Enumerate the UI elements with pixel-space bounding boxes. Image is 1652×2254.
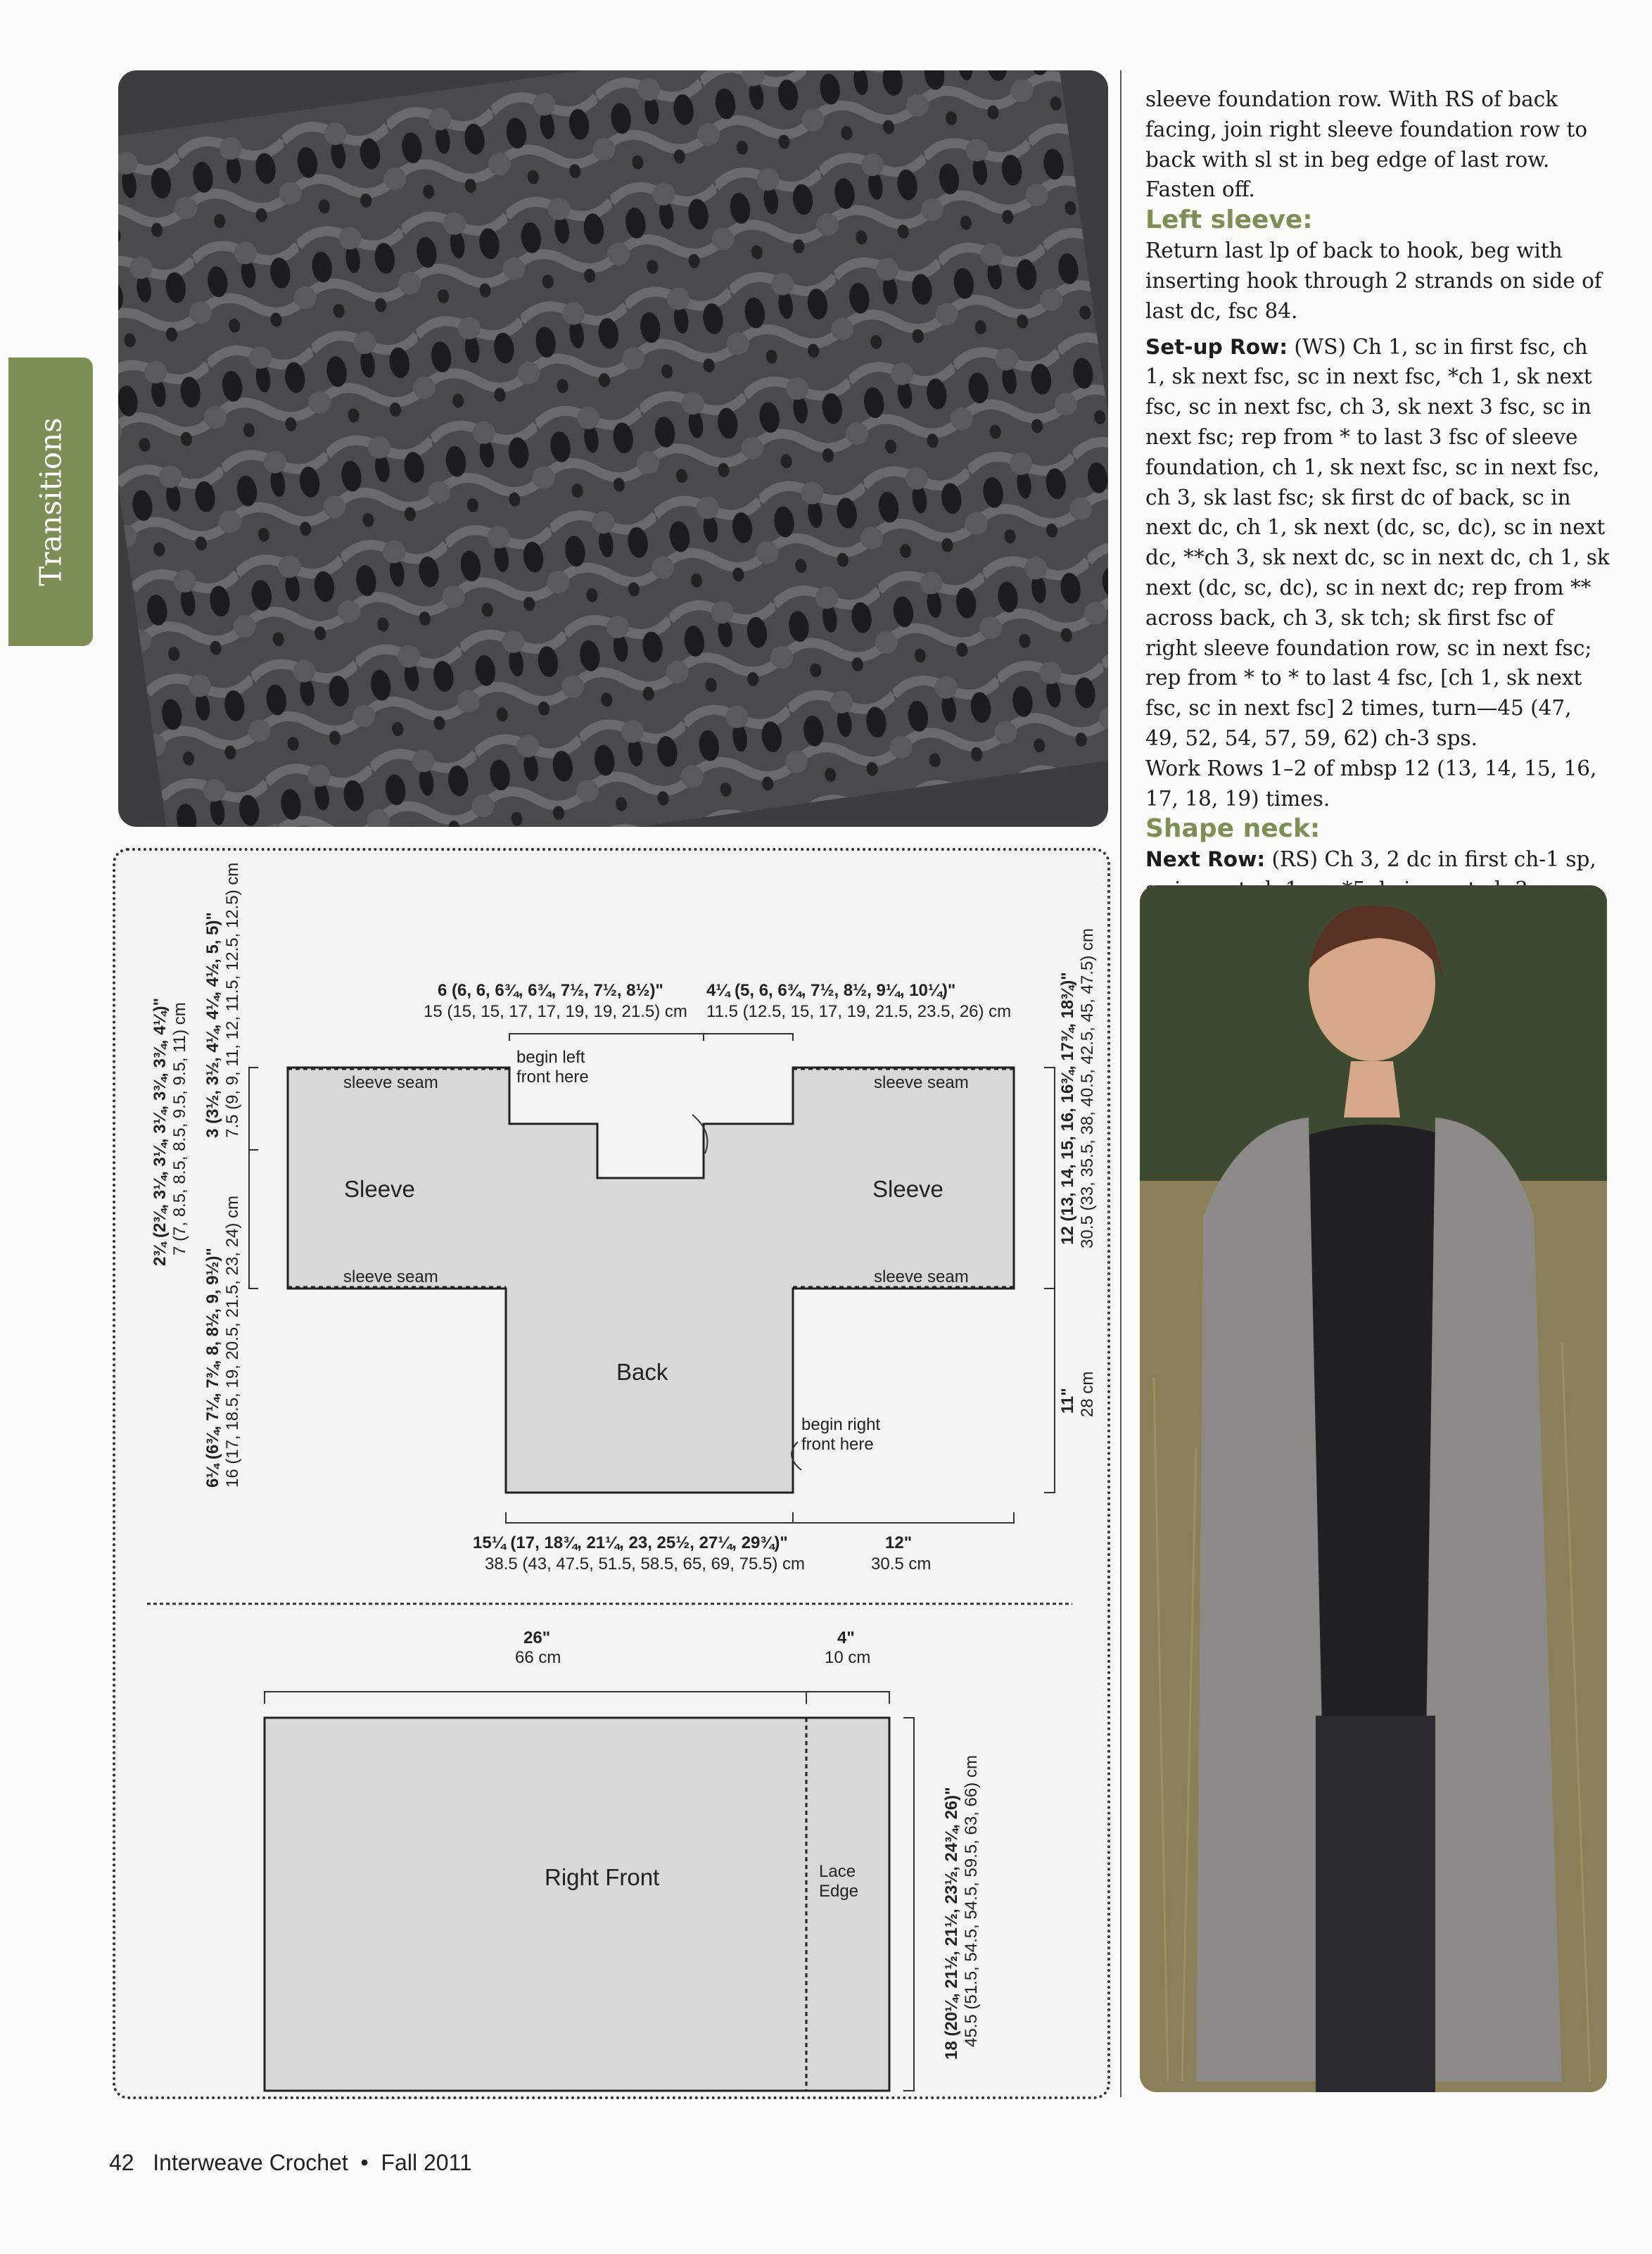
top-left-dim-in: 6 (6, 6, 6¾, 6¾, 7½, 7½, 8½)" <box>438 981 663 1000</box>
setup-row-label: Set-up Row: <box>1145 334 1288 359</box>
right-front-label: Right Front <box>545 1864 660 1890</box>
shape-neck-heading: Shape neck: <box>1145 814 1321 844</box>
continuation-paragraph: sleeve foundation row. With RS of back facing, join right sleeve foundation row to back with sl st in beg edge of last row. Fasten off. <box>1145 87 1588 202</box>
sleeve-seam-tr: sleeve seam <box>874 1073 969 1092</box>
front-top-a-cm: 66 cm <box>515 1648 561 1667</box>
right-a-dim-cm: 30.5 (33, 35.5, 38, 40.5, 42.5, 45, 47.5) cm <box>1078 928 1097 1248</box>
lace-edge-line2: Edge <box>819 1882 859 1901</box>
section-tab-label: Transitions <box>33 417 68 586</box>
begin-left-line1: begin left <box>516 1048 585 1067</box>
schematic-panel <box>113 848 1110 2099</box>
section-tab <box>8 357 93 646</box>
begin-right-line1: begin right <box>801 1415 881 1434</box>
left-b-dim-cm: 7.5 (9, 9, 11, 12, 11.5, 12.5, 12.5) cm <box>223 862 242 1138</box>
next-row-label: Next Row: <box>1145 847 1266 872</box>
right-front-shape <box>265 1718 889 2091</box>
bottom-right-dim-in: 12" <box>885 1533 913 1552</box>
sleeve-right-label: Sleeve <box>872 1176 943 1202</box>
top-left-dim-cm: 15 (15, 15, 17, 17, 19, 19, 21.5) cm <box>424 1002 687 1021</box>
right-b-dim-cm: 28 cm <box>1078 1371 1097 1417</box>
issue-label: Fall 2011 <box>381 2150 472 2175</box>
sleeve-left-label: Sleeve <box>344 1176 415 1202</box>
right-a-dim-in: 12 (13, 14, 15, 16, 16¾, 17¾, 18¾)" <box>1058 972 1077 1245</box>
sleeve-seam-tl: sleeve seam <box>343 1073 438 1092</box>
next-row-text: (RS) Ch 3, 2 dc in first ch-1 sp, <box>1271 847 1596 872</box>
bottom-left-dim-cm: 38.5 (43, 47.5, 51.5, 58.5, 65, 69, 75.5) cm <box>485 1555 805 1574</box>
left-sleeve-heading: Left sleeve: <box>1145 205 1313 235</box>
begin-left-line2: front here <box>516 1068 589 1087</box>
lace-edge-line1: Lace <box>819 1862 856 1881</box>
setup-row-paragraph <box>1145 332 1610 754</box>
top-right-dim-in: 4¼ (5, 6, 6¾, 7½, 8½, 9¼, 10¼)" <box>706 981 956 1000</box>
right-b-dim-in: 11" <box>1058 1388 1077 1414</box>
stitch-swatch-photo <box>118 70 1108 827</box>
column-divider <box>1120 70 1122 2097</box>
footer-bullet: • <box>360 2150 369 2175</box>
back-label: Back <box>616 1359 668 1385</box>
top-right-dim-cm: 11.5 (12.5, 15, 17, 19, 21.5, 23.5, 26) cm <box>706 1002 1012 1021</box>
left-a-dim-cm: 7 (7, 8.5, 8.5, 8.5, 9.5, 9.5, 11) cm <box>170 1002 189 1255</box>
setup-row-text: (WS) Ch 1, sc in first fsc, ch 1, sk next fsc, sc in next fsc, *ch 1, sk next fsc, sc in next fsc, ch 3, sk next 3 fsc, sc in next fsc; rep from * to last 3 fsc of sleeve foundation, ch 1, sk next fsc, sc in next fsc, ch 3, sk last fsc; sk first dc of back, sc in next dc, ch 1, sk next (dc, sc, dc), sc in next dc, **ch 3, sk next dc, sc in next dc, ch 1, sk next (dc, sc, dc), sc in next dc; rep from ** across back, ch 3, sk tch; sk first fsc of right sleeve foundation row, sc in next fsc; rep from * to * to last 4 fsc, [ch 1, sk next fsc, sc in next fsc] 2 times, turn—45 (47, 49, 52, 54, 57, 59, 62) ch-3 sps. <box>1145 334 1610 750</box>
front-side-dim-in: 18 (20¼, 21½, 21½, 23½, 24¾, 26)" <box>942 1787 961 2060</box>
swatch-texture <box>118 70 1108 827</box>
front-top-b-in: 4" <box>837 1628 855 1647</box>
front-top-b-cm: 10 cm <box>825 1648 871 1667</box>
sleeve-seam-bl: sleeve seam <box>343 1267 438 1286</box>
sleeve-seam-br: sleeve seam <box>874 1267 969 1286</box>
model-illustration <box>1140 885 1607 2092</box>
magazine-name: Interweave Crochet <box>153 2150 348 2175</box>
begin-right-line2: front here <box>801 1435 874 1454</box>
instructions-column <box>1145 84 1610 965</box>
front-top-a-in: 26" <box>523 1628 551 1647</box>
page-number: 42 <box>109 2150 134 2175</box>
left-c-dim-cm: 16 (17, 18.5, 19, 20.5, 21.5, 23, 24) cm <box>223 1196 242 1488</box>
left-sleeve-paragraph: Return last lp of back to hook, beg with inserting hook through 2 strands on side of last dc, fsc 84. <box>1145 239 1602 323</box>
work-rows-paragraph: Work Rows 1–2 of mbsp 12 (13, 14, 15, 16, 17, 18, 19) times. <box>1145 756 1597 811</box>
model-photo <box>1140 885 1607 2092</box>
left-b-dim-in: 3 (3½, 3½, 4¼, 4¼, 4½, 5, 5)" <box>203 912 222 1138</box>
bottom-left-dim-in: 15¼ (17, 18¾, 21¼, 23, 25½, 27¼, 29¾)" <box>473 1533 788 1552</box>
page-footer <box>109 2150 472 2176</box>
left-c-dim-in: 6¼ (6¾, 7¼, 7¾, 8, 8½, 9, 9½)" <box>203 1248 222 1488</box>
left-a-dim-in: 2¾ (2¾, 3¼, 3¼, 3¼, 3¾, 3¾, 4¼)" <box>151 998 170 1266</box>
bottom-right-dim-cm: 30.5 cm <box>871 1555 932 1574</box>
front-side-dim-cm: 45.5 (51.5, 54.5, 54.5, 59.5, 63, 66) cm <box>962 1755 981 2047</box>
